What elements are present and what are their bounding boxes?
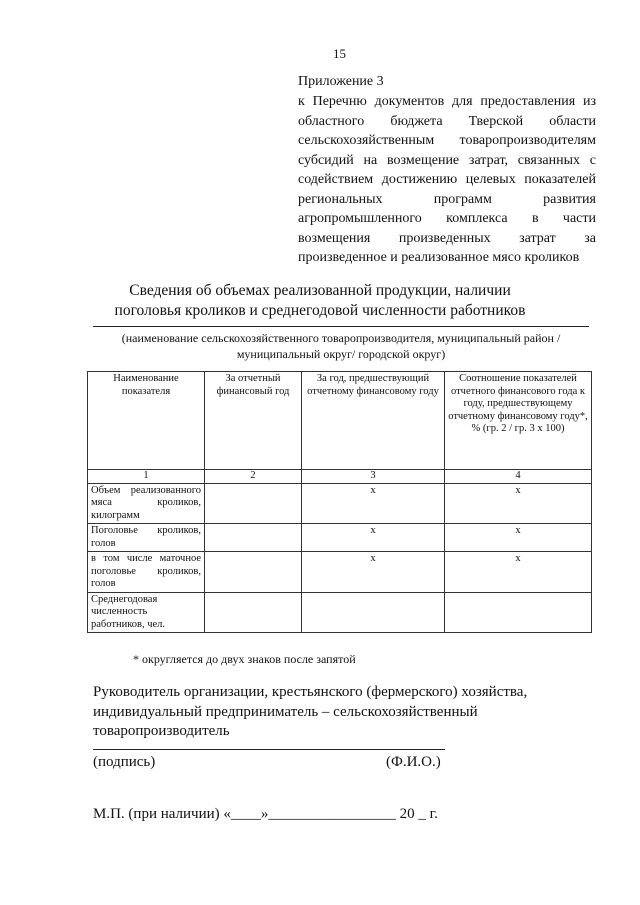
row-name: Поголовье кроликов, голов: [88, 524, 205, 552]
signer-title: Руководитель организации, крестьянского (фермерского) хозяйства, индивидуальный предприниматель – сельскохозяйственный товаропроизводитель: [93, 684, 528, 739]
stamp-date-line: М.П. (при наличии) «____»_________________ 20 _ г.: [93, 806, 438, 822]
producer-caption: (наименование сельскохозяйственного товаропроизводителя, муниципальный район /муниципальный округ/ городской округ): [121, 331, 561, 361]
table-header-row: [88, 372, 592, 470]
header-reporting-year: За отчетный финансовый год: [205, 372, 302, 470]
row-name: в том числе маточное поголовье кроликов, голов: [88, 552, 205, 593]
table-row: [88, 552, 592, 593]
table-column-numbers: [88, 470, 592, 484]
header-previous-year: За год, предшествующий отчетному финансовому году: [302, 372, 445, 470]
row-name: Объем реализованного мяса кроликов, килограмм: [88, 483, 205, 524]
cell-reporting-year: [205, 592, 302, 633]
cell-ratio: [445, 592, 592, 633]
column-number: 2: [205, 470, 302, 484]
column-number: 4: [445, 470, 592, 484]
data-table: [87, 371, 592, 633]
cell-reporting-year: [205, 552, 302, 593]
cell-reporting-year: [205, 483, 302, 524]
annex-description: к Перечню документов для предоставления из областного бюджета Тверской области сельскохозяйственным товаропроизводителям субсидий на возмещение затрат, связанных с содействием достижению целевых показателей региональных программ развития агропромышленного комплекса в части возмещения произведенных затрат за произведенное и реализованное мясо кроликов: [298, 94, 596, 265]
cell-previous-year: х: [302, 483, 445, 524]
table-row: [88, 483, 592, 524]
header-ratio: Соотношение показателей отчетного финансового года к году, предшествующему отчетному финансовому году*, % (гр. 2 / гр. 3 х 100): [445, 372, 592, 470]
column-number: 3: [302, 470, 445, 484]
cell-previous-year: х: [302, 552, 445, 593]
document-title: Сведения об объемах реализованной продукции, наличии поголовья кроликов и среднегодовой численности работников: [114, 282, 526, 319]
producer-name-line: [93, 326, 589, 327]
page-number: 15: [333, 46, 346, 61]
cell-previous-year: х: [302, 524, 445, 552]
signature-line: [93, 749, 445, 750]
column-number: 1: [88, 470, 205, 484]
annex-title: Приложение 3: [298, 74, 384, 89]
footnote: * округляется до двух знаков после запятой: [133, 652, 356, 666]
table-row: [88, 592, 592, 633]
cell-ratio: х: [445, 552, 592, 593]
signature-label: (подпись): [93, 754, 156, 770]
cell-ratio: х: [445, 483, 592, 524]
cell-previous-year: [302, 592, 445, 633]
table-row: [88, 524, 592, 552]
row-name: Среднегодовая численность работников, чел.: [88, 592, 205, 633]
cell-reporting-year: [205, 524, 302, 552]
fio-label: (Ф.И.О.): [386, 754, 441, 770]
header-indicator: Наименование показателя: [88, 372, 205, 470]
cell-ratio: х: [445, 524, 592, 552]
